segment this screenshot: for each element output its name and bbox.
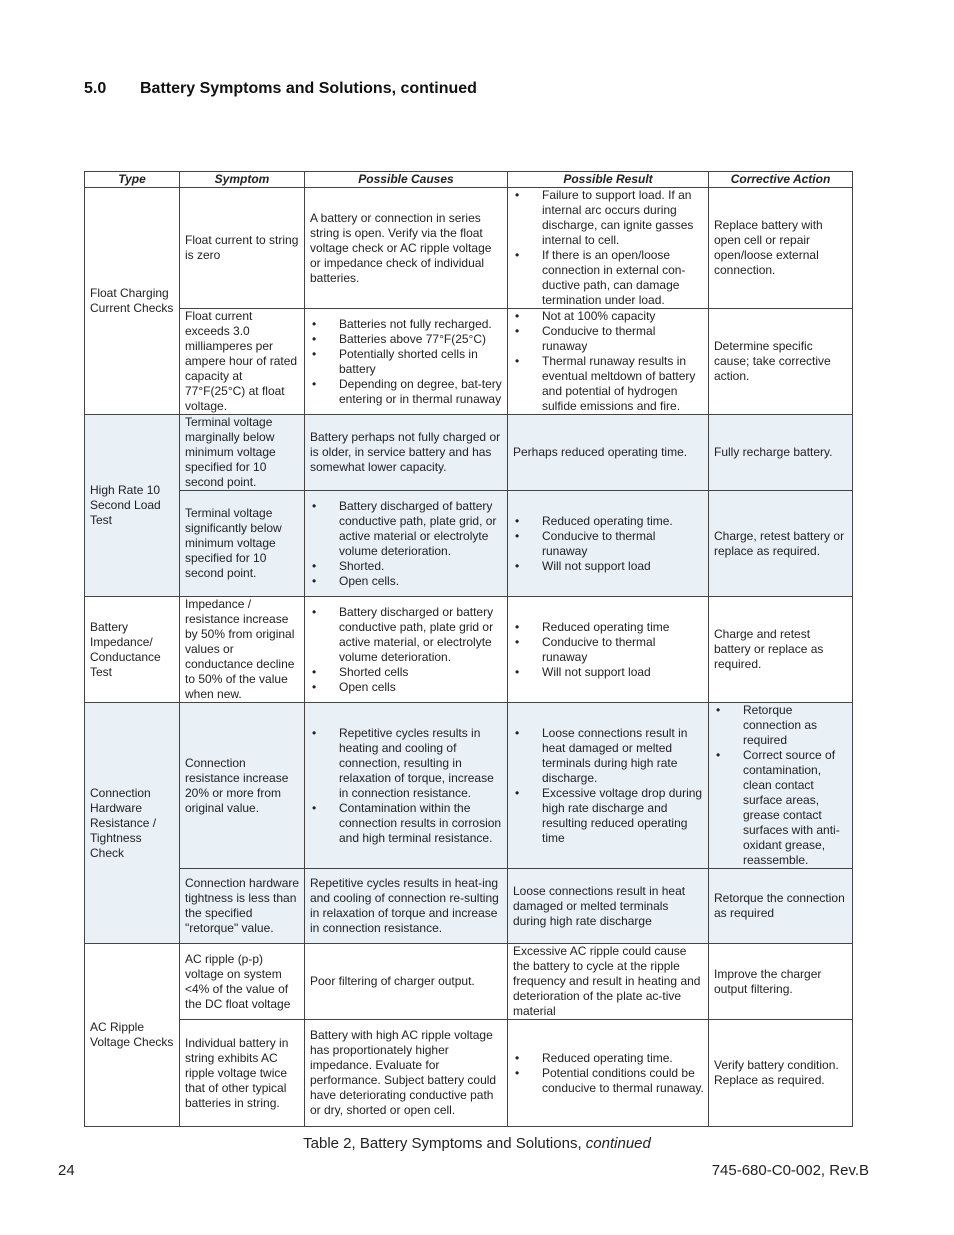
bullet-list (310, 605, 503, 695)
causes-cell: Repetitive cycles results in heat-ing and cooling of connection re-sulting in relaxation of torque and increase in connection resistance. (305, 869, 508, 944)
causes-cell: Battery perhaps not fully charged or is older, in service battery and has somewhat lower capacity. (305, 415, 508, 491)
bullet-list (310, 317, 503, 407)
header-possible-result: Possible Result (508, 172, 709, 188)
caption-emphasis: continued (585, 1135, 651, 1152)
bullet-item: • Shorted cells (310, 665, 503, 680)
section-title (84, 80, 477, 98)
bullet-item: • Excessive voltage drop during high rate discharge and resulting reduced operating time (513, 786, 704, 846)
bullet-item: • Potential conditions could be conducive to thermal runaway. (513, 1066, 704, 1096)
bullet-item: • Battery discharged of battery conductive path, plate grid, or active material or electrolyte volume deterioration. (310, 499, 503, 559)
type-cell: High Rate 10 Second Load Test (85, 415, 180, 597)
result-cell (508, 188, 709, 309)
bullet-list (513, 1051, 704, 1096)
result-cell (508, 491, 709, 597)
causes-cell (305, 309, 508, 415)
table-row (85, 703, 853, 869)
action-cell: Determine specific cause; take corrective action. (709, 309, 853, 415)
result-cell: Perhaps reduced operating time. (508, 415, 709, 491)
bullet-item: • Battery discharged or battery conductive path, plate grid or active material, or electrolyte volume deterioration. (310, 605, 503, 665)
bullet-item: • Repetitive cycles results in heating and cooling of connection, resulting in relaxation of torque, increase in connection resistance. (310, 726, 503, 801)
bullet-item: • Contamination within the connection results in corrosion and high terminal resistance. (310, 801, 503, 846)
bullet-list (513, 309, 704, 414)
table-body (85, 188, 853, 1127)
result-cell (508, 703, 709, 869)
bullet-item: • Reduced operating time (513, 620, 704, 635)
causes-cell: A battery or connection in series string is open. Verify via the float voltage check or AC ripple voltage or impedance check of individual batteries. (305, 188, 508, 309)
symptom-cell: Connection hardware tightness is less than the specified "retorque" value. (180, 869, 305, 944)
type-cell: Float Charging Current Checks (85, 188, 180, 415)
result-cell (508, 597, 709, 703)
action-cell: Charge and retest battery or replace as required. (709, 597, 853, 703)
symptom-cell: Connection resistance increase 20% or more from original value. (180, 703, 305, 869)
bullet-list (513, 188, 704, 308)
bullet-item: • Correct source of contamination, clean contact surface areas, grease contact surfaces with anti-oxidant grease, reassemble. (714, 748, 848, 868)
section-heading: Battery Symptoms and Solutions, continued (140, 80, 477, 97)
caption-text: Table 2, Battery Symptoms and Solutions, (303, 1135, 586, 1152)
type-cell: Battery Impedance/ Conductance Test (85, 597, 180, 703)
document-id: 745-680-C0-002, Rev.B (711, 1162, 869, 1179)
bullet-item: • If there is an open/loose connection in external con-ductive path, can damage termination under load. (513, 248, 704, 308)
type-cell: AC Ripple Voltage Checks (85, 944, 180, 1127)
bullet-item: • Will not support load (513, 665, 704, 680)
symptom-cell: Float current exceeds 3.0 milliamperes per ampere hour of rated capacity at 77°F(25°C) at float voltage. (180, 309, 305, 415)
bullet-item: • Retorque connection as required (714, 703, 848, 748)
causes-cell: Poor filtering of charger output. (305, 944, 508, 1020)
header-symptom: Symptom (180, 172, 305, 188)
section-number: 5.0 (84, 80, 107, 97)
action-cell: Verify battery condition. Replace as required. (709, 1020, 853, 1127)
bullet-list (310, 726, 503, 846)
bullet-list (310, 499, 503, 589)
bullet-item: • Conducive to thermal runaway (513, 635, 704, 665)
table-row (85, 869, 853, 944)
table-row (85, 597, 853, 703)
bullet-item: • Shorted. (310, 559, 503, 574)
result-cell: Excessive AC ripple could cause the battery to cycle at the ripple frequency and result in heating and deterioration of the plate ac-tive material (508, 944, 709, 1020)
result-cell (508, 309, 709, 415)
bullet-item: • Conducive to thermal runaway (513, 529, 704, 559)
causes-cell (305, 491, 508, 597)
header-corrective-action: Corrective Action (709, 172, 853, 188)
table-row (85, 491, 853, 597)
page-number: 24 (58, 1162, 75, 1179)
result-cell: Loose connections result in heat damaged or melted terminals during high rate discharge (508, 869, 709, 944)
symptom-cell: Impedance / resistance increase by 50% from original values or conductance decline to 50% of the value when new. (180, 597, 305, 703)
table-row (85, 309, 853, 415)
symptom-cell: Individual battery in string exhibits AC ripple voltage twice that of other typical batteries in string. (180, 1020, 305, 1127)
bullet-item: • Thermal runaway results in eventual meltdown of battery and potential of hydrogen sulfide emissions and fire. (513, 354, 704, 414)
bullet-item: • Batteries not fully recharged. (310, 317, 503, 332)
result-cell (508, 1020, 709, 1127)
bullet-item: • Batteries above 77°F(25°C) (310, 332, 503, 347)
bullet-list (513, 620, 704, 680)
bullet-item: • Open cells (310, 680, 503, 695)
bullet-item: • Will not support load (513, 559, 704, 574)
action-cell: Replace battery with open cell or repair open/loose external connection. (709, 188, 853, 309)
battery-symptoms-table (84, 171, 853, 1127)
table-caption (0, 1135, 954, 1152)
action-cell (709, 703, 853, 869)
bullet-item: • Failure to support load. If an internal arc occurs during discharge, can ignite gasses internal to cell. (513, 188, 704, 248)
header-type: Type (85, 172, 180, 188)
symptom-cell: Terminal voltage marginally below minimum voltage specified for 10 second point. (180, 415, 305, 491)
symptom-cell: Terminal voltage significantly below minimum voltage specified for 10 second point. (180, 491, 305, 597)
table-row (85, 1020, 853, 1127)
causes-cell (305, 703, 508, 869)
bullet-list (513, 726, 704, 846)
table-row (85, 944, 853, 1020)
action-cell: Improve the charger output filtering. (709, 944, 853, 1020)
action-cell: Retorque the connection as required (709, 869, 853, 944)
bullet-list (513, 514, 704, 574)
table-row (85, 415, 853, 491)
symptom-cell: AC ripple (p-p) voltage on system <4% of the value of the DC float voltage (180, 944, 305, 1020)
causes-cell: Battery with high AC ripple voltage has proportionately higher impedance. Evaluate for performance. Subject battery could have deteriorating conductive path or dry, shorted or open cell. (305, 1020, 508, 1127)
bullet-item: • Depending on degree, bat-tery entering or in thermal runaway (310, 377, 503, 407)
header-possible-causes: Possible Causes (305, 172, 508, 188)
table-header-row (85, 172, 853, 188)
causes-cell (305, 597, 508, 703)
bullet-item: • Conducive to thermal runaway (513, 324, 704, 354)
table-row (85, 188, 853, 309)
type-cell: Connection Hardware Resistance / Tightness Check (85, 703, 180, 944)
symptom-cell: Float current to string is zero (180, 188, 305, 309)
bullet-item: • Not at 100% capacity (513, 309, 704, 324)
action-cell: Charge, retest battery or replace as required. (709, 491, 853, 597)
bullet-item: • Potentially shorted cells in battery (310, 347, 503, 377)
bullet-item: • Reduced operating time. (513, 1051, 704, 1066)
bullet-item: • Loose connections result in heat damaged or melted terminals during high rate discharge. (513, 726, 704, 786)
bullet-item: • Reduced operating time. (513, 514, 704, 529)
bullet-item: • Open cells. (310, 574, 503, 589)
action-cell: Fully recharge battery. (709, 415, 853, 491)
bullet-list (714, 703, 848, 868)
